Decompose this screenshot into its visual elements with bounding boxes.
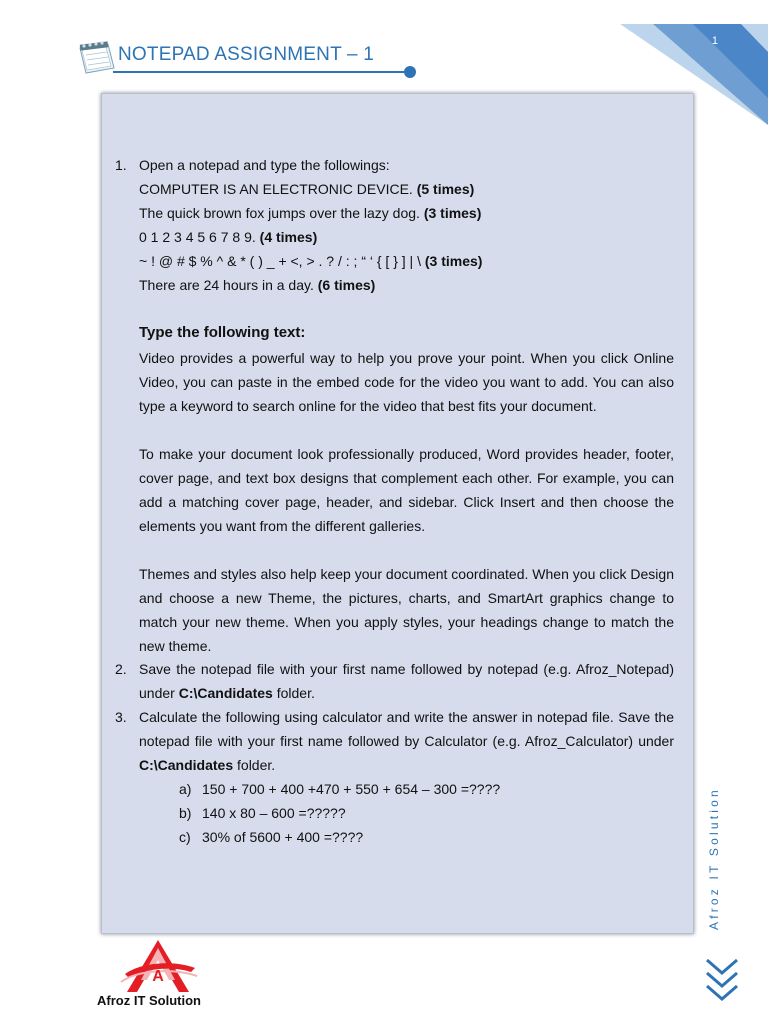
list-item: ~ ! @ # $ % ^ & * ( ) _ + <, > . ? / : ; “ ‘ { [ } ] | \ (3 times) <box>139 253 483 269</box>
paragraph-document: To make your document look professionally produced, Word provides header, footer, cover page, and text box designs that complement each other. For example, you can add a matching cover page, header, and sidebar. Click Insert and then choose the elements you want from the different galleries. <box>139 446 674 534</box>
paragraph-video: Video provides a powerful way to help you prove your point. When you click Online Video, you can paste in the embed code for the video you want to add. You can also type a keyword to search online for the video that best fits your document. <box>139 350 674 414</box>
type-heading: Type the following text: <box>139 324 306 341</box>
list-item: 0 1 2 3 4 5 6 7 8 9. (4 times) <box>139 229 318 245</box>
list-item: The quick brown fox jumps over the lazy dog. (3 times) <box>139 205 482 221</box>
item-2-number: 2. <box>115 661 127 677</box>
item-1-number: 1. <box>115 157 127 173</box>
page-number: 1 <box>711 35 718 47</box>
chevron-down-icon <box>704 956 740 1006</box>
footer-brand: Afroz IT Solution <box>97 993 201 1008</box>
page-title: NOTEPAD ASSIGNMENT – 1 <box>118 44 375 65</box>
paragraph-themes: Themes and styles also help keep your document coordinated. When you click Design and choose a new Theme, the pictures, charts, and SmartArt graphics change to match your new theme. When you apply styles, your headings change to match the new theme. <box>139 566 674 654</box>
item-3: Calculate the following using calculator and write the answer in notepad file. Save the notepad file with your first name followed by Calculator (e.g. Afroz_Calculator) under C:\Candidates folder. <box>139 709 674 773</box>
item-2: Save the notepad file with your first name followed by notepad (e.g. Afroz_Notepad) under C:\Candidates folder. <box>139 661 674 701</box>
title-underline-dot <box>404 66 416 78</box>
sub-item-c: c) 30% of 5600 + 400 =???? <box>179 829 364 845</box>
item-3-number: 3. <box>115 709 127 725</box>
item-1-intro: Open a notepad and type the followings: <box>139 157 390 173</box>
list-item: COMPUTER IS AN ELECTRONIC DEVICE. (5 times) <box>139 181 475 197</box>
afroz-logo <box>117 938 199 994</box>
svg-text:A: A <box>152 968 164 985</box>
notepad-icon <box>74 40 118 76</box>
side-brand-text: Afroz IT Solution <box>707 787 721 930</box>
sub-item-a: a) 150 + 700 + 400 +470 + 550 + 654 – 300 =???? <box>179 781 501 797</box>
item-1 <box>139 153 674 297</box>
list-item: There are 24 hours in a day. (6 times) <box>139 277 376 293</box>
title-underline <box>113 71 409 73</box>
sub-item-b: b) 140 x 80 – 600 =????? <box>179 805 346 821</box>
